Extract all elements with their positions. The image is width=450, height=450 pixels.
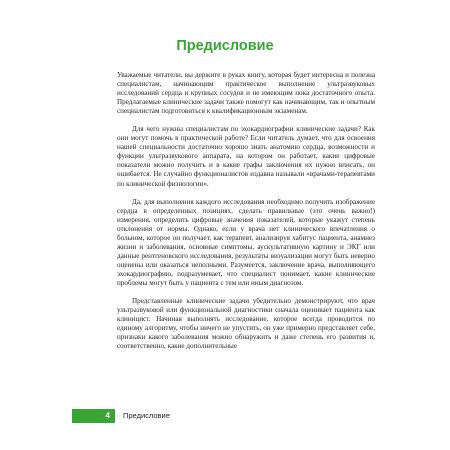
paragraph: Для чего нужны специалистам по эхокардиографии клинические задачи? Как они могут помочь в практической работе? Если читатель думает, что для освоения нашей специальности достаточно хорошо знать анатомию сердца, возможности и функции ультразвукового аппарата, на котором он работает, какие цифровые показатели можно получить и в какие графы заключения их нужно вписать, он ошибается. Не случайно функционалистов издавна называли «врачами-терапевтами по клинической физиологии». bbox=[117, 125, 375, 188]
page-footer bbox=[0, 409, 450, 423]
paragraph: Уважаемые читатели, вы держите в руках книгу, которая будет интересна и полезна специалистам, начинающим практическое выполнение ультразвуковых исследований сердца и крупных сосудов и не имеющим пока достаточного опыта. Предлагаемые клинические задачи также помогут как начинающим, так и опытным специалистам подготовиться к квалификационным экзаменам. bbox=[117, 71, 375, 116]
page-number: 4 bbox=[105, 411, 110, 420]
paragraph: Представленные клинические задачи убедительно демонстрируют, что врач ультразвуковой или функциональной диагностики сначала оценивает пациента как клиницист. Начиная выполнять исследование, которое всегда проводится по единому алгоритму, чтобы ничего не упустить, он уже примерно представляет себе, признаки какого заболевания можно обнаружить и даже степень его развития и, соответственно, какие дополнительные bbox=[117, 297, 375, 351]
body-text bbox=[117, 71, 375, 360]
page-title: Предисловие bbox=[176, 38, 274, 54]
running-head: Предисловие bbox=[123, 411, 170, 420]
paragraph: Да, для выполнения каждого исследования необходимо получить изображение сердца в определенных позициях, сделать правильные (это очень важно!) измерения, определить цифровые значения показателей, которые укажут степень отклонения от нормы. Однако, если у врача нет клинического впечатления о больном, которое он получает, как терапевт, анализируя хабитус пациента, анамнез жизни и заболевания, основные симптомы, аускультативную картину и ЭКГ или данные рентгеновского исследования, результаты визуализации могут быть неверно оценены или оказаться неполными. Разумеется, заключение врача, выполняющего эхокардиографию, подразумевает, что специалист понимает, какие клинические проблемы могут быть у пациента с тем или иным диагнозом. bbox=[117, 197, 375, 287]
page-number-badge bbox=[72, 409, 115, 423]
